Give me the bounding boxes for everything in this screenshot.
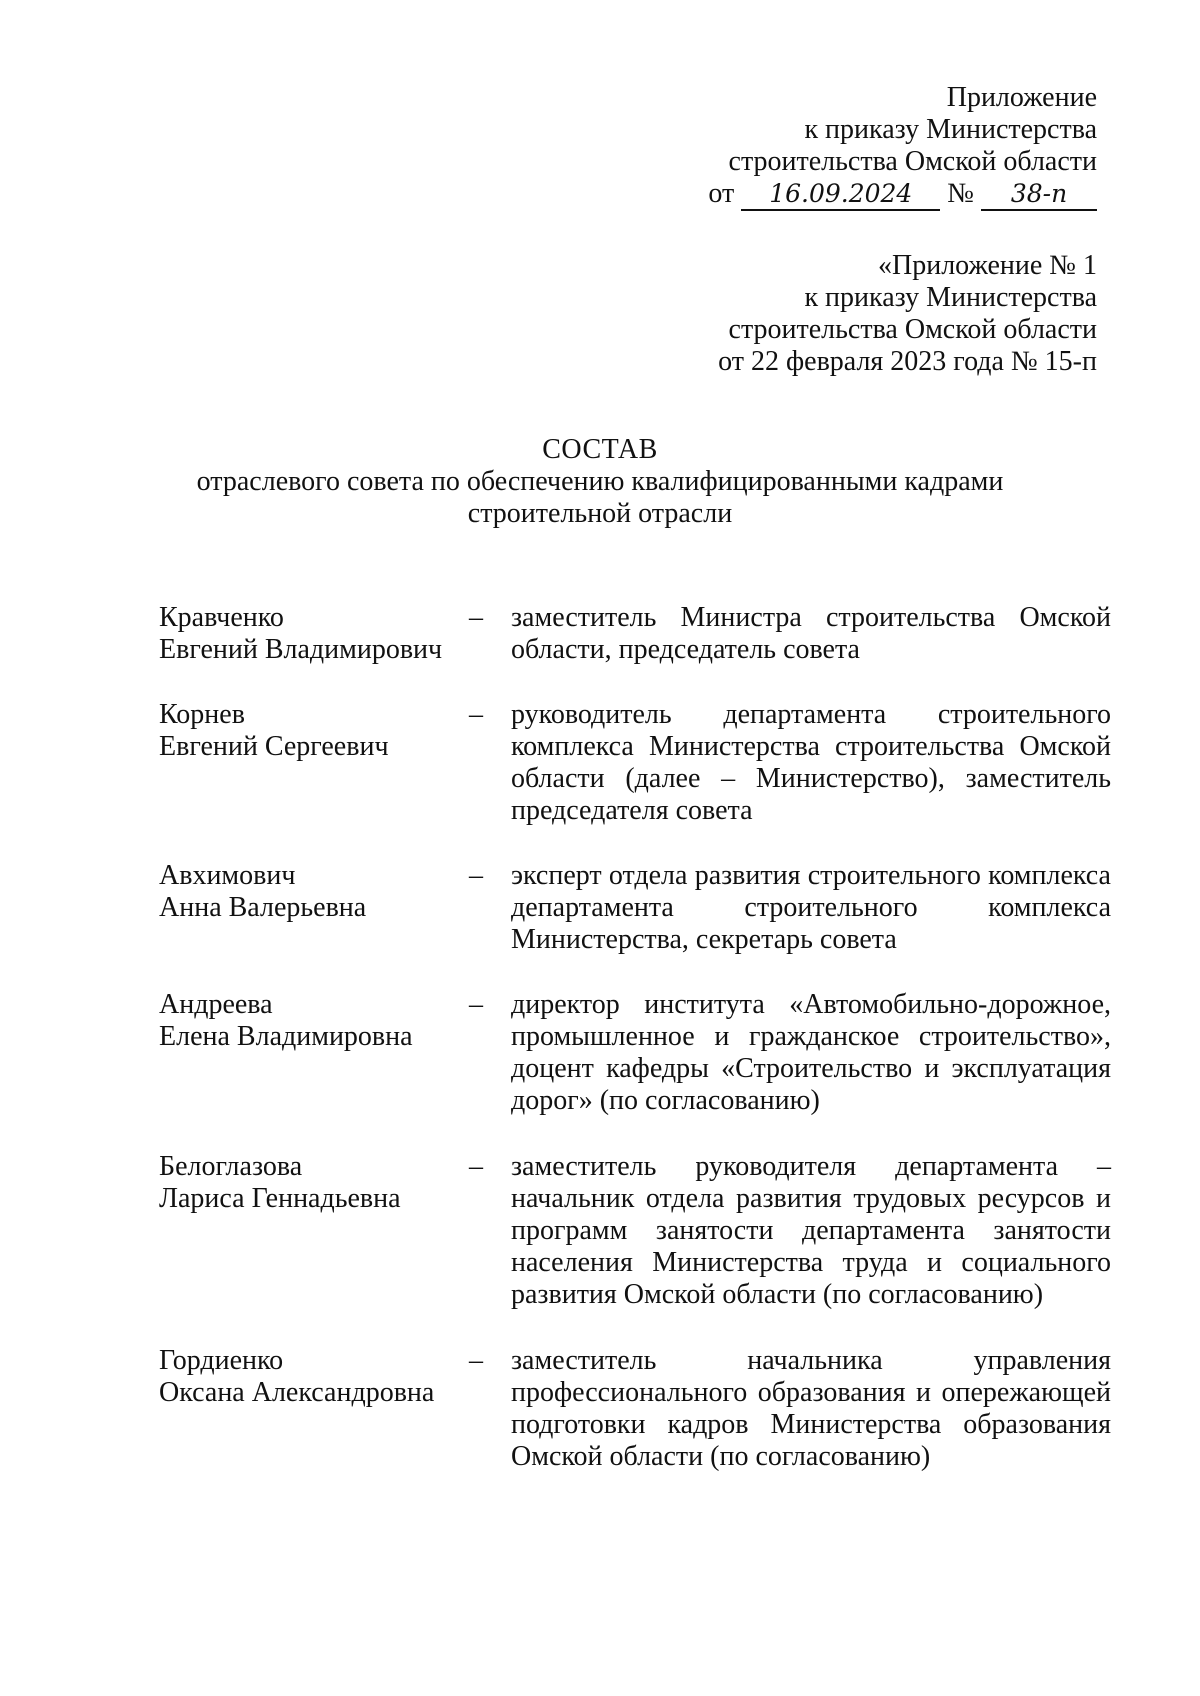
member-name (159, 1345, 469, 1409)
document-title (0, 434, 1200, 530)
member-name (159, 860, 469, 924)
member-given-names: Анна Валерьевна (159, 892, 367, 923)
handwritten-number: 38-п (981, 179, 1097, 211)
appendix-ref-line-2: к приказу Министерства (804, 282, 1097, 313)
member-surname: Андреева (159, 989, 273, 1020)
approval-line-1: Приложение (946, 82, 1097, 113)
member-entry (159, 1151, 1111, 1311)
member-given-names: Евгений Владимирович (159, 634, 443, 665)
member-surname: Гордиенко (159, 1345, 284, 1376)
approval-line-3: строительства Омской области (728, 146, 1097, 177)
appendix-ref-line-1: «Приложение № 1 (878, 250, 1097, 281)
appendix-ref-line-4: от 22 февраля 2023 года № 15-п (718, 346, 1097, 377)
member-surname: Корнев (159, 699, 245, 730)
title-subtitle-line-1: отраслевого совета по обеспечению квалифицированными кадрами (196, 466, 1004, 497)
member-name (159, 699, 469, 763)
title-main: СОСТАВ (542, 434, 658, 465)
member-given-names: Елена Владимировна (159, 1021, 413, 1052)
approval-date-number-line (537, 178, 1097, 211)
member-surname: Белоглазова (159, 1151, 303, 1182)
member-role: заместитель Министра строительства Омской области, председатель совета (511, 602, 1111, 665)
member-surname: Кравченко (159, 602, 284, 633)
member-given-names: Лариса Геннадьевна (159, 1183, 401, 1214)
member-given-names: Евгений Сергеевич (159, 731, 389, 762)
member-entry (159, 1345, 1111, 1473)
member-role: руководитель департамента строительного комплекса Министерства строительства Омской области (далее – Министерство), заместитель председателя совета (511, 699, 1111, 826)
member-dash: – (469, 699, 483, 730)
title-subtitle-line-2: строительной отрасли (467, 498, 733, 529)
member-role: эксперт отдела развития строительного комплекса департамента строительного комплекса Министерства, секретарь совета (511, 860, 1111, 955)
member-name (159, 1151, 469, 1215)
member-role: заместитель начальника управления профессионального образования и опережающей подготовки кадров Министерства образования Омской области (по согласованию) (511, 1345, 1111, 1472)
member-given-names: Оксана Александровна (159, 1377, 435, 1408)
member-entry (159, 699, 1111, 827)
approval-line-2: к приказу Министерства (804, 114, 1097, 145)
member-name (159, 602, 469, 666)
member-dash: – (469, 602, 483, 633)
appendix-ref-line-3: строительства Омской области (728, 314, 1097, 345)
member-entry (159, 989, 1111, 1117)
date-prefix: от (708, 178, 735, 209)
handwritten-date: 16.09.2024 (741, 179, 940, 211)
member-dash: – (469, 1151, 483, 1182)
members-list (159, 602, 1111, 1473)
member-dash: – (469, 860, 483, 891)
number-prefix: № (947, 178, 974, 209)
member-dash: – (469, 989, 483, 1020)
member-entry (159, 602, 1111, 666)
member-name (159, 989, 469, 1053)
appendix-reference (537, 250, 1097, 378)
approval-header (537, 82, 1097, 211)
member-dash: – (469, 1345, 483, 1376)
member-surname: Авхимович (159, 860, 296, 891)
member-role: заместитель руководителя департамента – начальник отдела развития трудовых ресурсов и программ занятости департамента занятости населения Министерства труда и социального развития Омской области (по согласованию) (511, 1151, 1111, 1310)
member-entry (159, 860, 1111, 956)
member-role: директор института «Автомобильно-дорожное, промышленное и гражданское строительство», доцент кафедры «Строительство и эксплуатация дорог» (по согласованию) (511, 989, 1111, 1116)
